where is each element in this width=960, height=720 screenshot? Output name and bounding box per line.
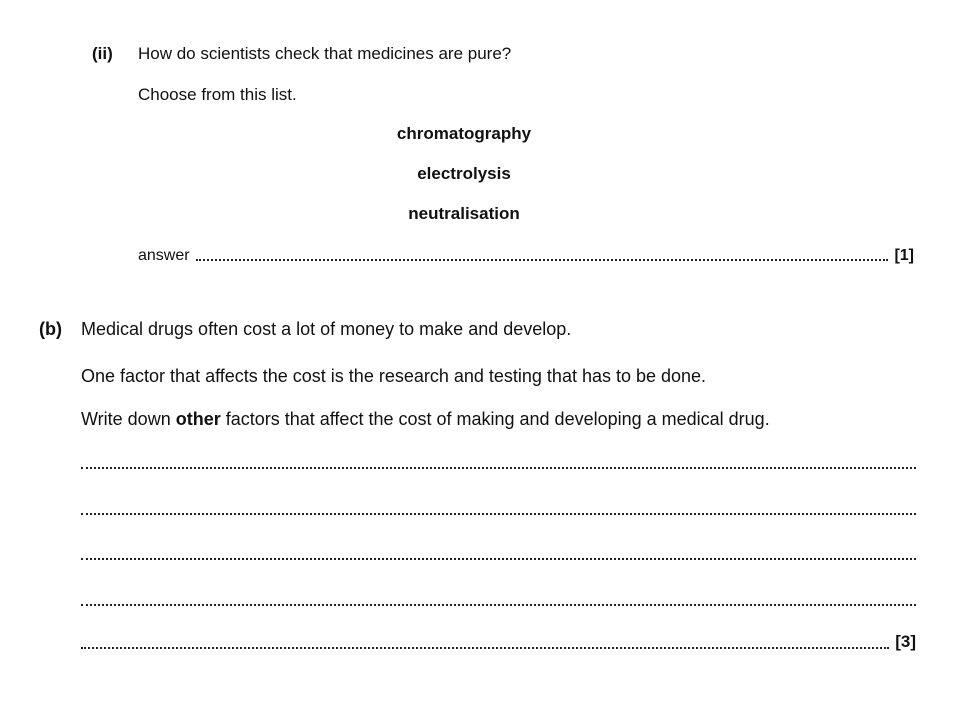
response-line-2[interactable] [81, 498, 916, 518]
part-b-label: (b) [39, 319, 62, 339]
response-line-4[interactable] [81, 589, 916, 609]
marks-part-b: [3] [895, 632, 916, 651]
answer-label: answer [138, 247, 190, 264]
choice-chromatography: chromatography [396, 124, 532, 143]
part-b-statement: Medical drugs often cost a lot of money to make and develop. [81, 319, 572, 339]
instruction-end: factors that affect the cost of making and developing a medical drug. [220, 409, 770, 429]
dotted-line[interactable] [81, 646, 889, 649]
marks-part-ii: [1] [894, 247, 914, 264]
response-line-3[interactable] [81, 543, 916, 563]
answer-dotted-line[interactable] [196, 258, 889, 261]
part-ii-label: (ii) [92, 44, 113, 63]
part-ii-instruction: Choose from this list. [138, 85, 297, 104]
answer-line[interactable] [138, 243, 914, 265]
response-line-1[interactable] [81, 452, 916, 472]
dotted-line[interactable] [81, 466, 916, 469]
choice-electrolysis: electrolysis [417, 164, 511, 183]
part-ii-question: How do scientists check that medicines are pure? [138, 44, 512, 63]
dotted-line[interactable] [81, 557, 916, 560]
instruction-start: Write down [81, 409, 176, 429]
instruction-emphasis: other [175, 409, 221, 429]
part-b-context: One factor that affects the cost is the research and testing that has to be done. [81, 366, 707, 386]
part-b-instruction [81, 409, 770, 430]
choice-neutralisation: neutralisation [408, 204, 520, 223]
dotted-line[interactable] [81, 512, 916, 515]
dotted-line[interactable] [81, 603, 916, 606]
response-line-5[interactable] [81, 632, 916, 652]
